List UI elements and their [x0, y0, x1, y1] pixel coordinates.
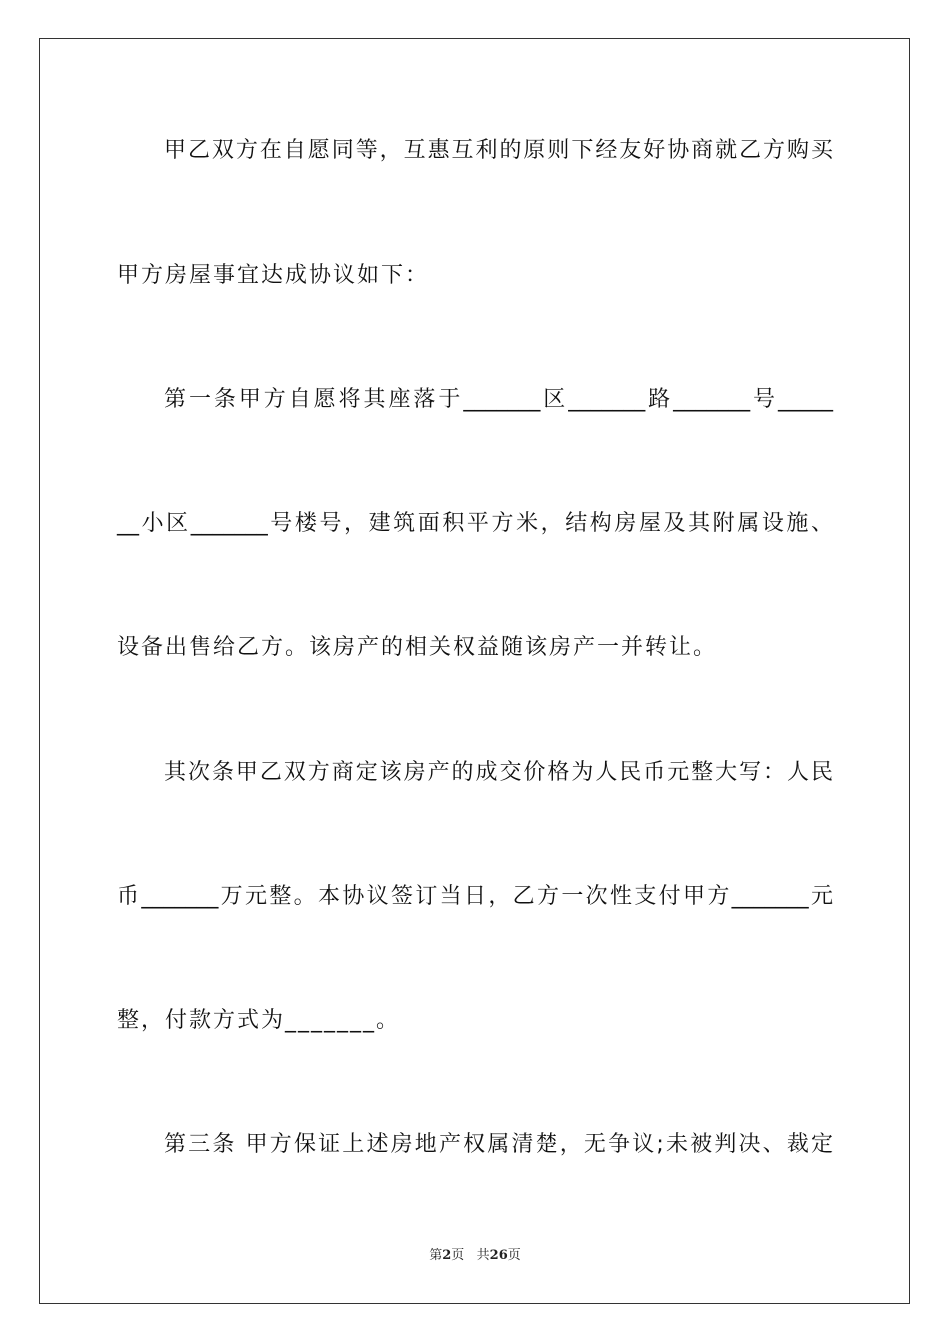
- total-pages: 26: [489, 1248, 508, 1263]
- paragraph-line: 甲方房屋事宜达成协议如下：: [117, 263, 430, 288]
- paragraph-line: __小区_______号楼号，建筑面积平方米，结构房屋及其附属设施、: [117, 511, 833, 536]
- page-border: [39, 38, 910, 1304]
- paragraph-line: 第一条甲方自愿将其座落于_______区_______路_______号_____: [164, 387, 833, 412]
- paragraph-line: 甲乙双方在自愿同等，互惠互利的原则下经友好协商就乙方购买: [164, 138, 833, 163]
- paragraph-line: 设备出售给乙方。该房产的相关权益随该房产一并转让。: [117, 635, 718, 660]
- paragraph-line: 其次条甲乙双方商定该房产的成交价格为人民币元整大写：人民: [164, 760, 833, 785]
- page-footer: [0, 1247, 950, 1265]
- paragraph-line: 第三条 甲方保证上述房地产权属清楚，无争议;未被判决、裁定: [164, 1132, 833, 1157]
- paragraph-line: 币_______万元整。本协议签订当日，乙方一次性支付甲方_______元: [117, 884, 833, 909]
- footer-mid: 页 共: [451, 1248, 490, 1263]
- paragraph-line: 整，付款方式为_______。: [117, 1008, 401, 1033]
- footer-suffix: 页: [507, 1248, 521, 1263]
- page-number: 2: [442, 1248, 452, 1263]
- footer-prefix: 第: [429, 1248, 443, 1263]
